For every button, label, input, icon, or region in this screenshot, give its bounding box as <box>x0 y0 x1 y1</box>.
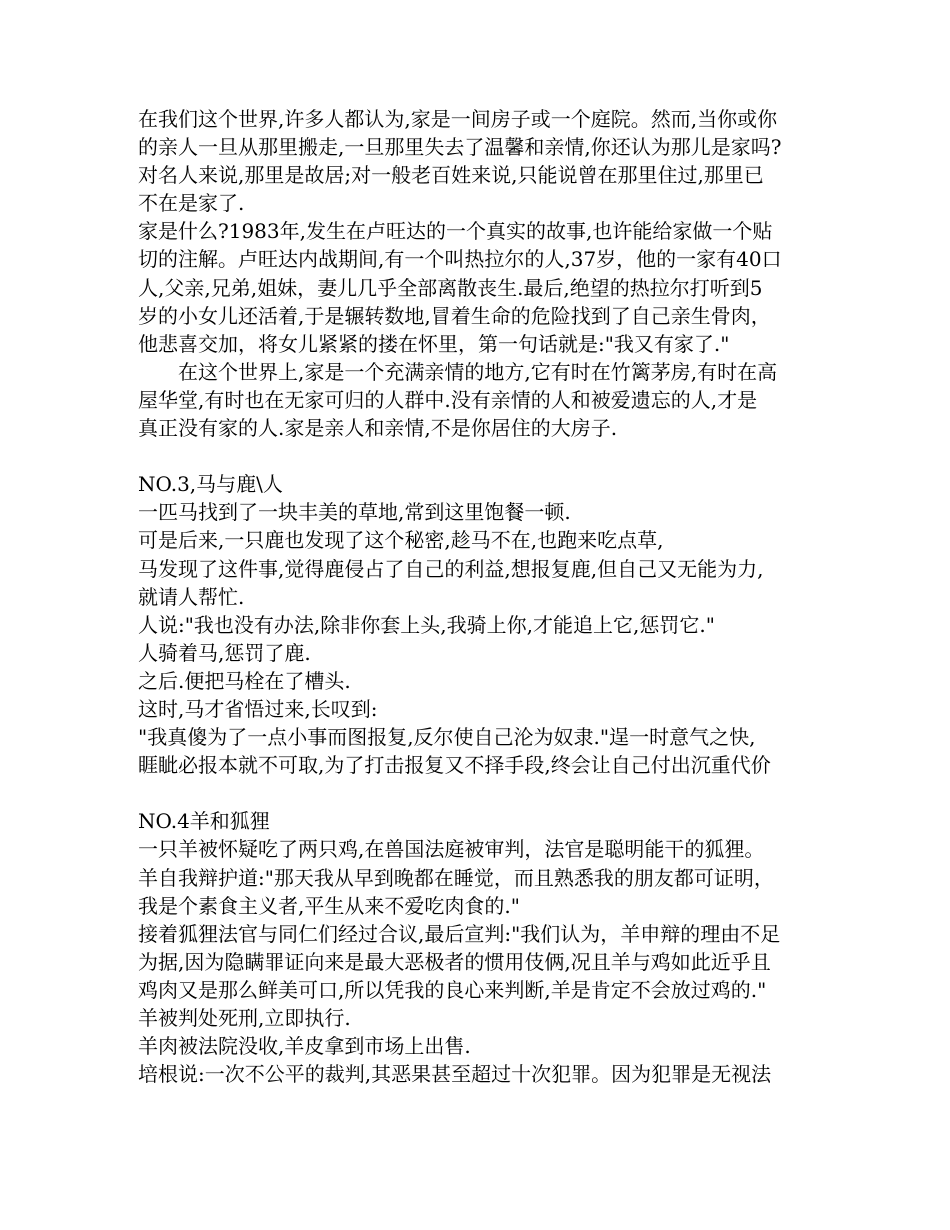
text-line: 人骑着马,惩罚了鹿. <box>138 640 311 665</box>
blank-line <box>138 779 838 807</box>
text-line: 就请人帮忙. <box>138 584 245 609</box>
text-line: 对名人来说,那里是故居;对一般老百姓来说,只能说曾在那里住过,那里已 <box>138 163 764 188</box>
text-line: 岁的小女儿还活着,于是辗转数地,冒着生命的危险找到了自己亲生骨肉， <box>138 303 771 328</box>
text-line: 鸡肉又是那么鲜美可口,所以凭我的良心来判断,羊是肯定不会放过鸡的." <box>138 977 767 1002</box>
text-line: "我真傻为了一点小事而图报复,反尔使自己沦为奴隶."逞一时意气之快, <box>138 725 756 750</box>
text-line: 真正没有家的人.家是亲人和亲情,不是你居住的大房子. <box>138 416 618 441</box>
text-line: 在这个世界上,家是一个充满亲情的地方,它有时在竹篱茅房,有时在高 <box>138 359 778 384</box>
text-line: 可是后来,一只鹿也发现了这个秘密,趁马不在,也跑来吃点草, <box>138 528 664 553</box>
text-line: 人说:"我也没有办法,除非你套上头,我骑上你,才能追上它,惩罚它." <box>138 612 715 637</box>
text-line: 屋华堂,有时也在无家可归的人群中.没有亲情的人和被爱遗忘的人,才是 <box>138 387 758 412</box>
text-line: 羊被判处死刑,立即执行. <box>138 1006 351 1030</box>
text-line: 睚眦必报本就不可取,为了打击报复又不择手段,终会让自己付出沉重代价 <box>138 753 771 778</box>
text-line: 他悲喜交加，将女儿紧紧的搂在怀里，第一句话就是:"我又有家了." <box>138 331 730 356</box>
text-line: 我是个素食主义者,平生从来不爱吃肉食的." <box>138 893 520 918</box>
text-line: 之后.便把马栓在了槽头. <box>138 668 351 693</box>
text-line: 切的注解。卢旺达内战期间,有一个叫热拉尔的人,37岁，他的一家有40口 <box>138 247 782 272</box>
text-line: NO.4羊和狐狸 <box>138 809 270 834</box>
text-line: 一只羊被怀疑吃了两只鸡,在兽国法庭被审判，法官是聪明能干的狐狸。 <box>138 837 765 862</box>
text-line: NO.3,马与鹿\人 <box>138 472 283 497</box>
text-line: 的亲人一旦从那里搬走,一旦那里失去了温馨和亲情,你还认为那儿是家吗? <box>138 135 782 160</box>
text-line: 为据,因为隐瞒罪证向来是最大恶极者的惯用伎俩,况且羊与鸡如此近乎且 <box>138 949 771 974</box>
text-line: 人,父亲,兄弟,姐妹，妻儿几乎全部离散丧生.最后,绝望的热拉尔打听到5 <box>138 275 763 300</box>
document-page <box>138 105 838 1088</box>
text-line: 羊肉被法院没收,羊皮拿到市场上出售. <box>138 1034 471 1059</box>
blank-line <box>138 442 838 470</box>
text-line: 接着狐狸法官与同仁们经过合议,最后宣判:"我们认为，羊申辩的理由不足 <box>138 921 781 946</box>
text-line: 马发现了这件事,觉得鹿侵占了自己的利益,想报复鹿,但自己又无能为力, <box>138 556 764 581</box>
text-line: 培根说:一次不公平的裁判,其恶果甚至超过十次犯罪。因为犯罪是无视法 <box>138 1062 772 1087</box>
text-line: 这时,马才省悟过来,长叹到: <box>138 696 378 721</box>
text-line: 在我们这个世界,许多人都认为,家是一间房子或一个庭院。然而,当你或你 <box>138 107 778 131</box>
text-line: 一匹马找到了一块丰美的草地,常到这里饱餐一顿. <box>138 500 571 525</box>
text-line: 家是什么?1983年,发生在卢旺达的一个真实的故事,也许能给家做一个贴 <box>138 219 773 244</box>
text-line: 不在是家了. <box>138 191 245 216</box>
text-line: 羊自我辩护道:"那天我从早到晚都在睡觉，而且熟悉我的朋友都可证明， <box>138 865 774 890</box>
